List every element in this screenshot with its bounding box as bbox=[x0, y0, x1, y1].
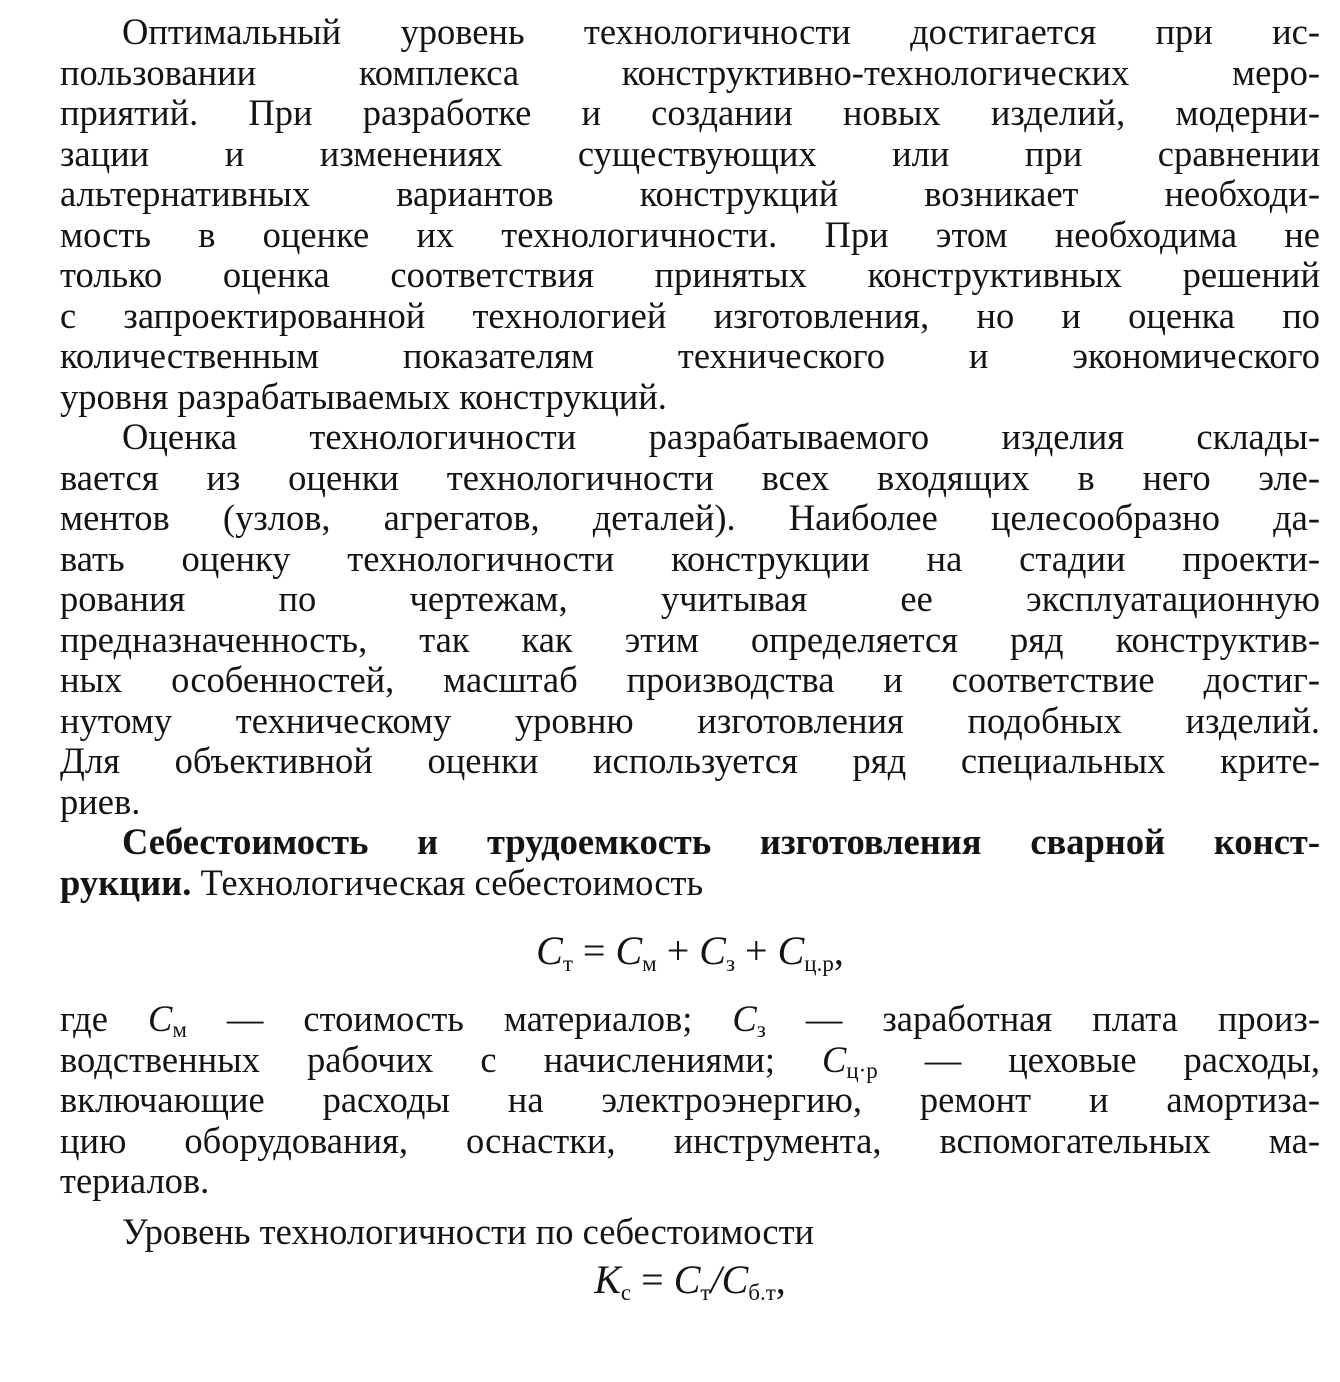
formula-operator: = bbox=[572, 928, 616, 973]
paragraph-1 bbox=[60, 12, 1320, 417]
formula-punctuation: , bbox=[833, 928, 844, 973]
formula-operator: + bbox=[735, 928, 778, 973]
section-heading: Себестоимость и трудоемкость изготовления сварной конст- bbox=[122, 821, 1320, 862]
text-line: только оценка соответствия принятых конструктивных решений bbox=[60, 254, 1320, 295]
text-line: мость в оценке их технологичности. При этом необходима не bbox=[60, 213, 1320, 255]
text-line: уровня разрабатываемых конструкций. bbox=[60, 375, 667, 417]
formula-subscript: ц·р bbox=[846, 1057, 878, 1083]
formula-symbol: C bbox=[777, 928, 805, 973]
formula-symbol: C bbox=[536, 928, 563, 973]
text-line: Оптимальный уровень технологичности достигается при ис- bbox=[122, 11, 1320, 52]
formula-subscript: з bbox=[756, 1017, 766, 1042]
text-line: териалов. bbox=[60, 1160, 210, 1201]
formula-operator: + bbox=[656, 928, 700, 973]
text-line: риев. bbox=[60, 780, 141, 822]
text-line: количественным показателям технического и экономического bbox=[60, 335, 1320, 376]
formula-symbol: C bbox=[732, 998, 757, 1039]
formula-subscript: т bbox=[700, 1280, 711, 1305]
text-line bbox=[60, 863, 1320, 904]
text-line bbox=[60, 1040, 1320, 1081]
section-intro-text: Технологическая себестоимость bbox=[191, 861, 704, 903]
formula-symbol: C bbox=[821, 1038, 847, 1080]
text-line: ментов (узлов, агрегатов, деталей). Наиболее целесообразно да- bbox=[60, 497, 1320, 538]
text-line: Оценка технологичности разрабатываемого изделия склады- bbox=[122, 416, 1320, 457]
text-line: рования по чертежам, учитывая ее эксплуатационную bbox=[60, 578, 1320, 619]
text-line: вать оценку технологичности конструкции на стадии проекти- bbox=[60, 537, 1320, 579]
text-fragment: — заработная плата произ- bbox=[765, 998, 1320, 1039]
text-line: вается из оценки технологичности всех входящих в него эле- bbox=[60, 456, 1320, 498]
formula-cost bbox=[60, 928, 1320, 976]
formula-symbol: K bbox=[594, 1257, 621, 1302]
formula-symbol: C bbox=[615, 928, 643, 973]
formula-symbol: C bbox=[147, 998, 173, 1039]
formula-subscript: ц.р bbox=[804, 951, 834, 976]
formula-level bbox=[60, 1257, 1320, 1305]
text-line: предназначенность, так как этим определяется ряд конструктив- bbox=[60, 618, 1320, 660]
formula-subscript: б.т bbox=[748, 1280, 776, 1305]
text-line: приятий. При разработке и создании новых изделий, модерни- bbox=[60, 92, 1320, 133]
text-fragment: где bbox=[60, 998, 148, 1039]
formula-subscript: м bbox=[172, 1017, 187, 1042]
formula-symbol: C bbox=[673, 1257, 701, 1302]
text-fragment: — стоимость материалов; bbox=[186, 998, 733, 1039]
text-line: альтернативных вариантов конструкций возникает необходи- bbox=[60, 173, 1320, 214]
text-line: цию оборудования, оснастки, инструмента, вспомогательных ма- bbox=[60, 1119, 1320, 1161]
text-line: пользовании комплекса конструктивно-технологических меро- bbox=[60, 51, 1320, 93]
section-heading-paragraph bbox=[60, 822, 1320, 903]
formula-operator: = bbox=[631, 1257, 674, 1302]
where-paragraph bbox=[60, 999, 1320, 1202]
text-line: нутому техническому уровню изготовления подобных изделий. bbox=[60, 699, 1320, 741]
formula-operator: / bbox=[710, 1257, 722, 1302]
text-line: ных особенностей, масштаб производства и соответствие достиг- bbox=[60, 659, 1320, 700]
level-paragraph bbox=[60, 1212, 1320, 1253]
paragraph-2 bbox=[60, 417, 1320, 822]
formula-symbol: C bbox=[721, 1257, 749, 1302]
formula-subscript: м bbox=[642, 951, 657, 976]
text-line: Для объективной оценки используется ряд специальных крите- bbox=[60, 740, 1320, 781]
formula-punctuation: , bbox=[775, 1257, 786, 1302]
section-heading-continuation: рукции. bbox=[60, 861, 192, 903]
text-line: включающие расходы на электроэнергию, ремонт и амортиза- bbox=[60, 1079, 1320, 1120]
text-fragment: — цеховые расходы, bbox=[877, 1038, 1320, 1080]
formula-symbol: C bbox=[699, 928, 726, 973]
text-line bbox=[60, 999, 1320, 1040]
formula-subscript: з bbox=[725, 951, 736, 976]
document-page bbox=[60, 11, 1320, 1305]
text-line: Уровень технологичности по себестоимости bbox=[122, 1210, 815, 1252]
formula-subscript: т bbox=[562, 951, 573, 976]
text-line: зации и изменениях существующих или при сравнении bbox=[60, 132, 1320, 174]
formula-subscript: с bbox=[620, 1280, 632, 1305]
text-line: с запроектированной технологией изготовления, но и оценка по bbox=[60, 294, 1320, 336]
text-fragment: водственных рабочих с начислениями; bbox=[60, 1038, 822, 1080]
